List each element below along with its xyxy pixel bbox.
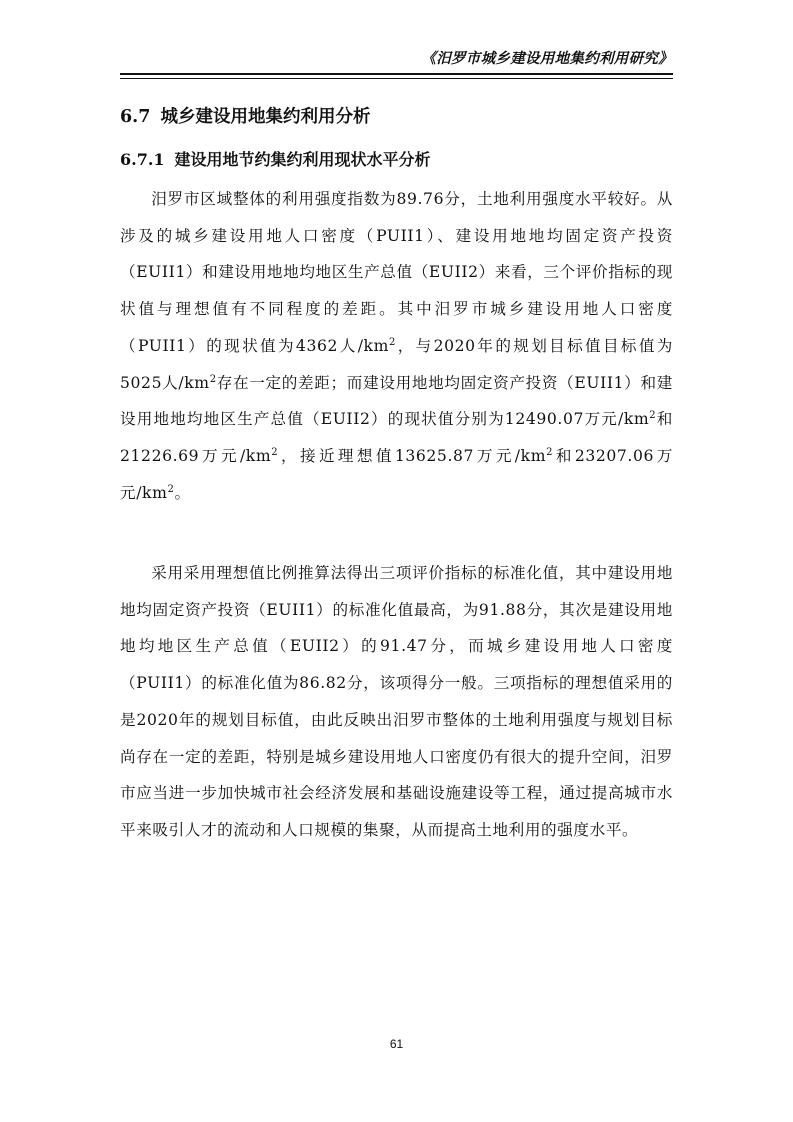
subsection-number: 6.7.1 — [120, 150, 165, 169]
section-title: 城乡建设用地集约利用分析 — [160, 107, 371, 127]
p1-segment: ，接近理想值13625.87万元/km — [278, 446, 547, 465]
body-paragraph-2: 采用采用理想值比例推算法得出三项评价指标的标准化值，其中建设用地地均固定资产投资（EUII1）的标准化值最高，为91.88分，其次是建设用地地均地区生产总值（EUII2）的91.47分，而城乡建设用地人口密度（PUII1）的标准化值为86.82分，该项得分一般。三项指标的理想值采用的是2020年的规划目标值，由此反映出汨罗市整体的土地利用强度与规划目标尚存在一定的差距，特别是城乡建设用地人口密度仍有很大的提升空间，汨罗市应当进一步加快城市社会经济发展和基础设施建设等工程，通过提高城市水平来吸引人才的流动和人口规模的集聚，从而提高土地利用的强度水平。 — [120, 564, 673, 839]
p1-segment: 和21226.69万元/km — [120, 410, 673, 465]
page-number: 61 — [389, 1037, 404, 1051]
p1-segment: 。 — [174, 483, 191, 502]
header-rule-thin — [120, 78, 673, 79]
header-rule-thick — [120, 73, 673, 75]
superscript-2: 2 — [388, 336, 396, 348]
running-header: 《汨罗市城乡建设用地集约利用研究》 — [421, 50, 673, 67]
p1-segment: 和23207.06万元/km — [120, 446, 674, 502]
p1-segment: 汨罗市区域整体的利用强度指数为89.76分，土地利用强度水平较好。从涉及的城乡建设用地人口密度（PUII1）、建设用地地均固定资产投资（EUII1）和建设用地地均地区生产总值（EUII2）来看，三个评价指标的现状值与理想值有不同程度的差距。其中汨罗市城乡建设用地人口密度（PUII1）的现状值为4362人/km — [120, 190, 673, 355]
body-paragraph-1 — [120, 181, 673, 511]
subsection-heading — [120, 147, 431, 173]
superscript-2: 2 — [649, 410, 657, 422]
superscript-2: 2 — [209, 373, 217, 385]
superscript-2: 2 — [546, 446, 554, 458]
subsection-title: 建设用地节约集约利用现状水平分析 — [174, 150, 431, 169]
p1-segment: ，与2020年的规划目标值目标值为5025人/km — [120, 336, 673, 392]
p1-segment: 存在一定的差距；而建设用地地均固定资产投资（EUII1）和建设用地地均地区生产总值（EUII2）的现状值分别为12490.07万元/km — [120, 373, 673, 429]
section-heading — [120, 104, 370, 130]
superscript-2: 2 — [271, 446, 279, 458]
section-number: 6.7 — [120, 107, 151, 127]
superscript-2: 2 — [167, 483, 175, 495]
